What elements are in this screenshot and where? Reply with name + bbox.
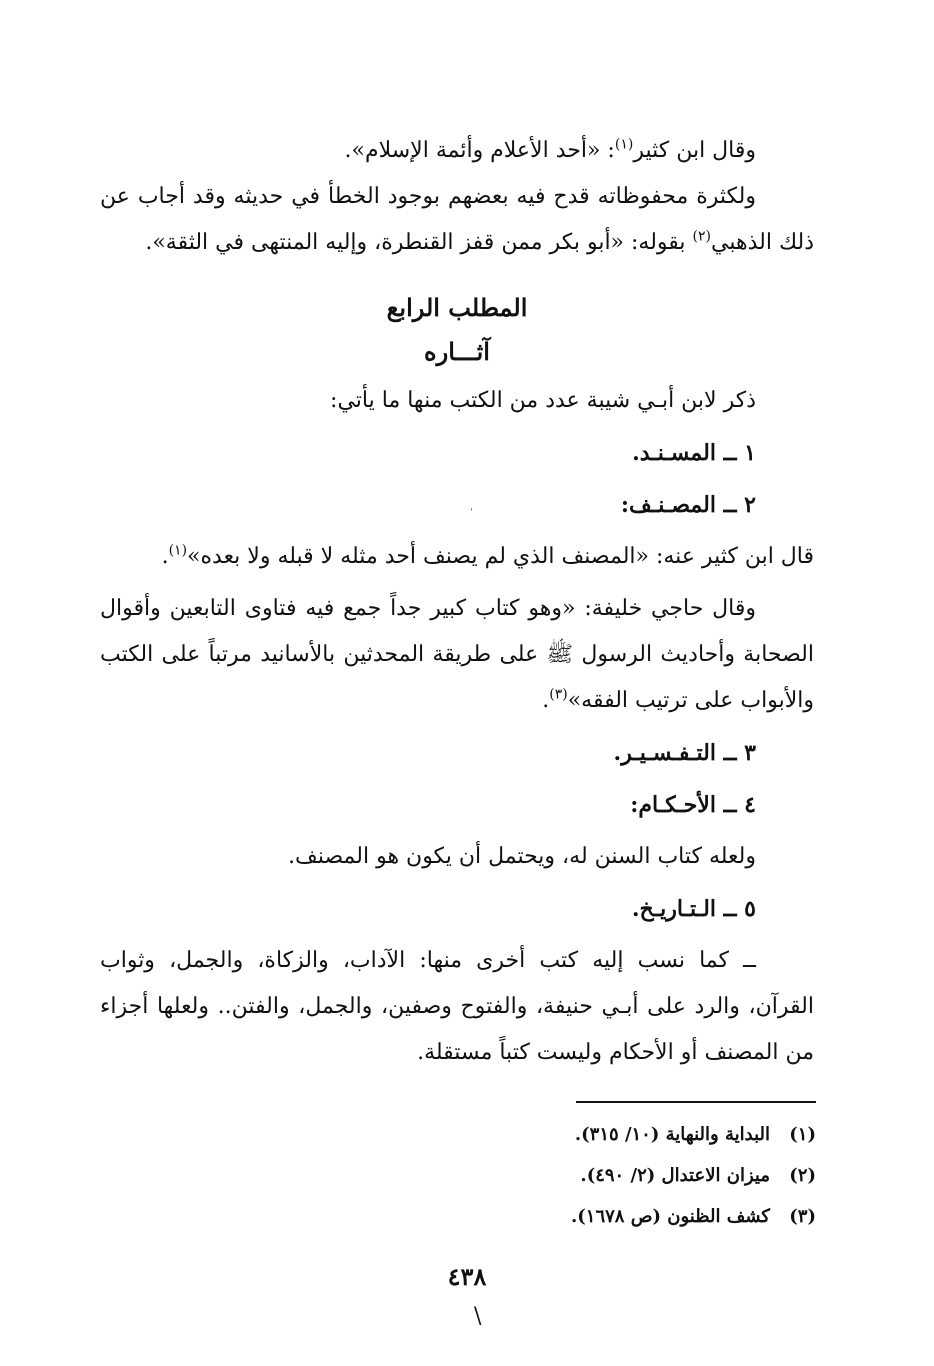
paragraph-sunan: ولعله كتاب السنن له، ويحتمل أن يكون هو المصنف.	[288, 844, 756, 869]
footnote-2	[300, 1155, 816, 1196]
paragraph-dhahabi	[100, 174, 814, 266]
list-item-tarikh: ٥ ــ الـتـاريـخ.	[631, 896, 756, 922]
text-span: وقال ابن كثير	[633, 138, 756, 163]
footnote-number: (١)	[789, 1124, 816, 1145]
text-span: بقوله: «أبو بكر ممن قفز القنطرة، وإليه المنتهى في الثقة».	[145, 230, 693, 255]
text-span: قال ابن كثير عنه: «المصنف الذي لم يصنف أحد مثله لا قبله ولا بعده»	[187, 544, 814, 569]
footnote-text: ميزان الاعتدال (٢/ ٤٩٠).	[580, 1165, 770, 1186]
section-subheading: آثـــاره	[424, 337, 490, 366]
list-item-musnad: ١ ــ المسـنـد.	[632, 440, 756, 466]
text-span: : «أحد الأعلام وأئمة الإسلام».	[344, 138, 615, 163]
footnotes	[300, 1114, 816, 1237]
paragraph-other-works: ــ كما نسب إليه كتب أخرى منها: الآداب، والزكاة، والجمل، وثواب القرآن، والرد على أبـي حنيفة، والفتوح وصفين، والجمل، والفتن.. ولعلها أجزاء من المصنف أو الأحكام وليست كتباً مستقلة.	[100, 948, 814, 1065]
ink-speck: ˈ	[470, 508, 473, 519]
main-text	[100, 128, 814, 1076]
footnote-divider	[576, 1101, 816, 1103]
footnote-text: كشف الظنون (ص ١٦٧٨).	[570, 1206, 770, 1227]
page-number: ٤٣٨	[447, 1262, 487, 1291]
footnote-number: (٢)	[789, 1165, 816, 1186]
footnote-ref: (١)	[614, 136, 634, 153]
paragraph-ibn-kathir-quote	[100, 128, 814, 174]
paragraph-intro-works: ذكر لابن أبـي شيبة عدد من الكتب منها ما يأتي:	[330, 388, 756, 413]
footnote-ref: (٢)	[692, 228, 712, 245]
paragraph-ibn-kathir-musannaf	[100, 534, 814, 580]
footnote-number: (٣)	[789, 1206, 816, 1227]
list-item-ahkam: ٤ ــ الأحـكـام:	[630, 792, 756, 818]
text-span: .	[161, 544, 169, 569]
section-heading: المطلب الرابع	[386, 293, 528, 322]
text-span: وقال حاجي خليفة: «وهو كتاب كبير جداً جمع فيه فتاوى التابعين وأقوال الصحابة وأحاديث الرسول ﷺ على طريقة المحدثين بالأسانيد مرتباً على الكتب والأبواب على ترتيب الفقه»	[100, 596, 814, 713]
list-item-tafsir: ٣ ــ التـفـسـيـر.	[613, 740, 756, 766]
paragraph-haji-khalifa	[100, 586, 814, 724]
footnote-text: البداية والنهاية (١٠/ ٣١٥).	[574, 1124, 770, 1145]
footnote-3	[300, 1196, 816, 1237]
text-span: .	[542, 688, 550, 713]
footnote-ref: (١)	[168, 542, 188, 559]
footnote-1	[300, 1114, 816, 1155]
text-span: ولكثرة محفوظاته قدح فيه بعضهم بوجود الخطأ في حديثه وقد أجاب عن ذلك الذهبي	[100, 184, 814, 255]
footnote-ref: (٣)	[549, 686, 568, 703]
stray-mark: \	[474, 1304, 482, 1329]
list-item-musannaf: ٢ ــ المصـنـف:	[620, 492, 756, 518]
